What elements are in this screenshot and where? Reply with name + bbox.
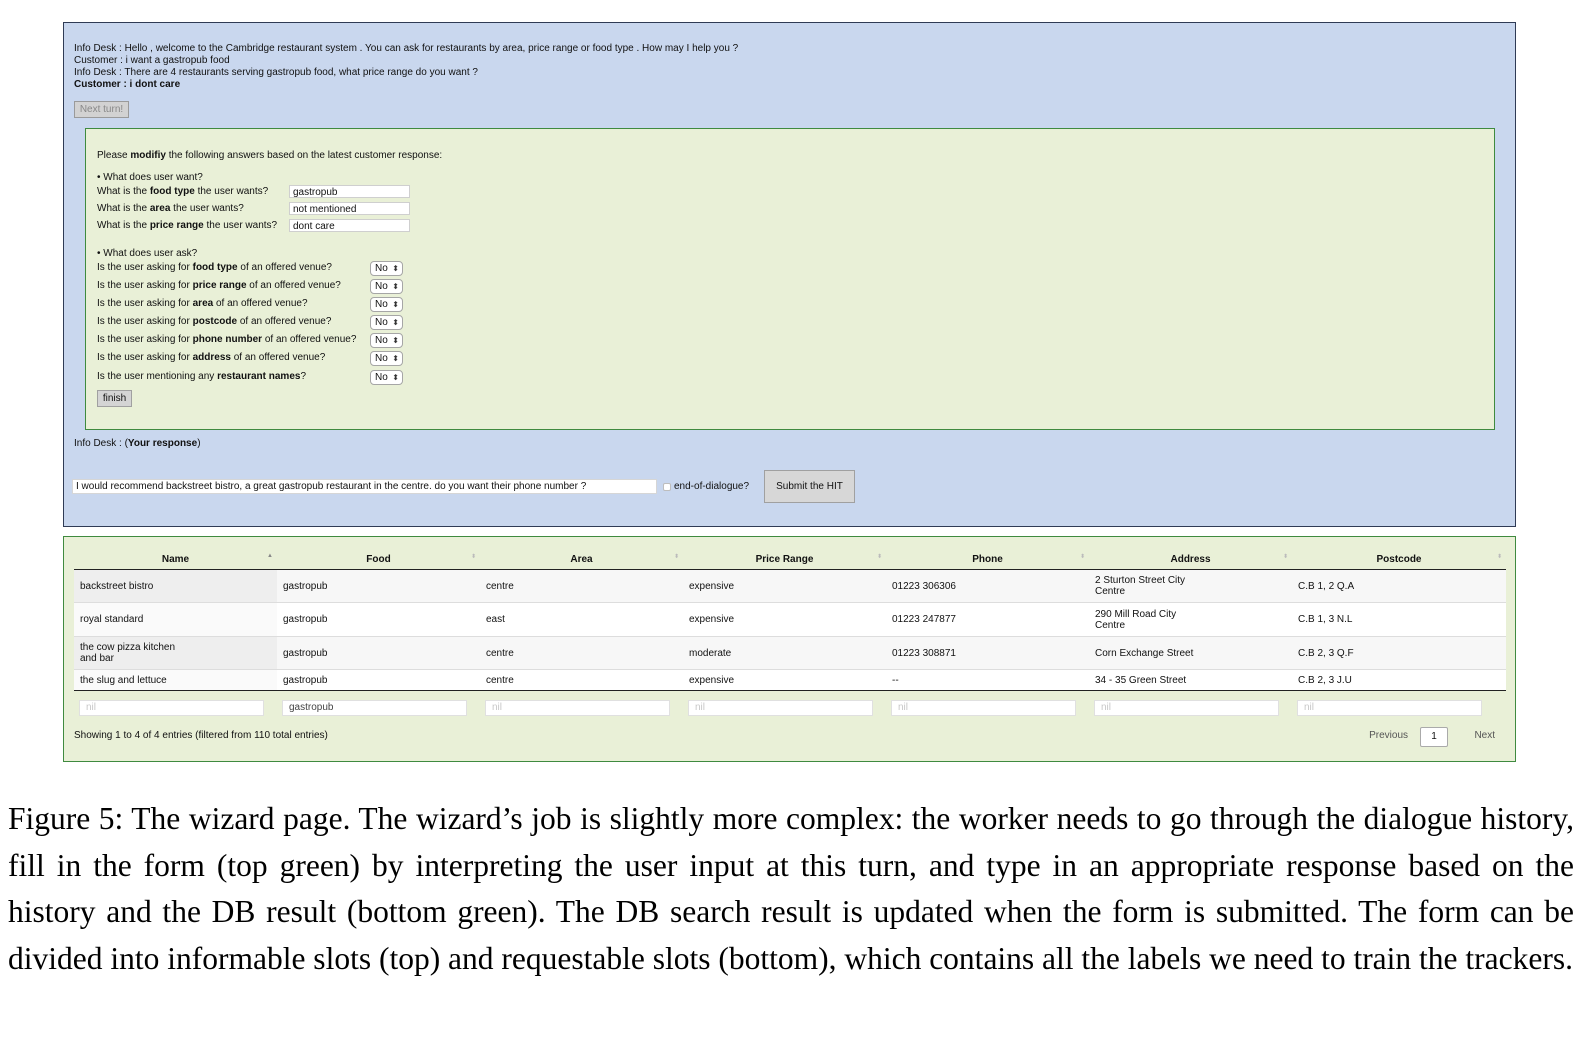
cell-area: east	[480, 603, 683, 637]
cell-price-range: moderate	[683, 637, 886, 670]
cell-name: the slug and lettuce	[74, 670, 277, 691]
table-header-row	[74, 549, 1506, 570]
cell-address: 290 Mill Road City Centre	[1089, 603, 1292, 637]
select-arrow-icon: ⬍	[392, 318, 399, 327]
filter-address-input[interactable]: nil	[1094, 700, 1279, 716]
cell-postcode: C.B 1, 2 Q.A	[1292, 570, 1506, 603]
cell-price-range: expensive	[683, 570, 886, 603]
sort-icon: ⬍	[1282, 554, 1288, 560]
table-row	[74, 570, 1506, 603]
sort-icon: ⬍	[470, 554, 476, 560]
cell-phone: 01223 306306	[886, 570, 1089, 603]
cell-area: centre	[480, 637, 683, 670]
filter-phone-input[interactable]: nil	[891, 700, 1076, 716]
ask-section-title: • What does user ask?	[97, 248, 198, 259]
column-header-postcode[interactable]: Postcode ⬍	[1292, 549, 1506, 570]
dialogue-turn: Info Desk : There are 4 restaurants serving gastropub food, what price range do you want ?	[74, 67, 478, 78]
cell-address: 34 - 35 Green Street	[1089, 670, 1292, 691]
select-arrow-icon: ⬍	[392, 336, 399, 345]
ask-phone-select[interactable]: No ⬍	[370, 333, 403, 348]
price-range-input[interactable]: dont care	[289, 219, 410, 232]
want-section-title: • What does user want?	[97, 172, 203, 183]
ask-food-type-select[interactable]: No ⬍	[370, 261, 403, 276]
cell-food: gastropub	[277, 637, 480, 670]
page-1-button[interactable]: 1	[1420, 727, 1448, 747]
table-info: Showing 1 to 4 of 4 entries (filtered from 110 total entries)	[74, 730, 328, 741]
cell-address: 2 Sturton Street City Centre	[1089, 570, 1292, 603]
dialogue-turn: Info Desk : Hello , welcome to the Cambridge restaurant system . You can ask for restaurants by area, price range or food type . How may I help you ?	[74, 43, 739, 54]
figure-caption: Figure 5: The wizard page. The wizard’s job is slightly more complex: the worker needs to go through the dialogue history, fill in the form (top green) by interpreting the user input at this turn, and type in an appropriate response based on the history and the DB result (bottom green). The DB search result is updated when the form is submitted. The form can be divided into informable slots (top) and requestable slots (bottom), which contains all the labels we need to train the trackers.	[8, 801, 1574, 976]
area-input[interactable]: not mentioned	[289, 202, 410, 215]
select-arrow-icon: ⬍	[392, 373, 399, 382]
select-arrow-icon: ⬍	[392, 354, 399, 363]
filter-food-input[interactable]: gastropub	[282, 700, 467, 716]
dialogue-turn: Customer : i want a gastropub food	[74, 55, 230, 66]
filter-area-input[interactable]: nil	[485, 700, 670, 716]
cell-name: royal standard	[74, 603, 277, 637]
cell-phone: 01223 308871	[886, 637, 1089, 670]
ask-postcode-select[interactable]: No ⬍	[370, 315, 403, 330]
column-header-address[interactable]: Address ⬍	[1089, 549, 1292, 570]
food-type-input[interactable]: gastropub	[289, 185, 410, 198]
sort-asc-icon: ▲	[267, 553, 273, 559]
restaurant-names-select[interactable]: No ⬍	[370, 370, 403, 385]
end-of-dialogue-checkbox[interactable]	[663, 483, 671, 491]
table-row	[74, 637, 1506, 670]
column-header-food[interactable]: Food ⬍	[277, 549, 480, 570]
ask-address-select[interactable]: No ⬍	[370, 351, 403, 366]
column-header-name[interactable]: Name ▲	[74, 549, 277, 570]
filter-price-range-input[interactable]: nil	[688, 700, 873, 716]
form-instruction: Please modifiy the following answers based on the latest customer response:	[97, 150, 443, 161]
response-label: Info Desk : (Your response)	[74, 438, 201, 449]
column-header-phone[interactable]: Phone ⬍	[886, 549, 1089, 570]
select-arrow-icon: ⬍	[392, 282, 399, 291]
cell-price-range: expensive	[683, 670, 886, 691]
finish-button[interactable]: finish	[97, 390, 132, 407]
ask-area-select[interactable]: No ⬍	[370, 297, 403, 312]
sort-icon: ⬍	[876, 554, 882, 560]
ask-price-range-select[interactable]: No ⬍	[370, 279, 403, 294]
db-result-table	[74, 549, 1506, 691]
dialogue-turn-current: Customer : i dont care	[74, 79, 181, 90]
cell-postcode: C.B 1, 3 N.L	[1292, 603, 1506, 637]
select-arrow-icon: ⬍	[392, 264, 399, 273]
column-header-price-range[interactable]: Price Range ⬍	[683, 549, 886, 570]
column-filters	[74, 700, 1506, 716]
table-row	[74, 603, 1506, 637]
cell-phone: --	[886, 670, 1089, 691]
submit-hit-button[interactable]: Submit the HIT	[764, 470, 855, 503]
filter-postcode-input[interactable]: nil	[1297, 700, 1482, 716]
cell-name: the cow pizza kitchen and bar	[74, 637, 277, 670]
belief-form: Please modifiy the following answers based on the latest customer response: • What does user want? What is the food type the user wants? gastropub What is the area the user wants? not mentioned What is the price range the user wants? dont care • What does user ask? Is the user asking for food type of an offered venue? No ⬍ Is the user asking for price range of an offered venue? No ⬍ Is the user asking for area of an offered venue? No ⬍ Is the user asking for postcode of an offered venue? No ⬍ Is the user asking for phone number of an offered venue? No ⬍ Is the user asking for address of an offered venue? No ⬍ Is the user mentioning any restaurant names? No ⬍ finish	[85, 128, 1495, 430]
previous-page-link[interactable]: Previous	[1369, 730, 1408, 741]
filter-name-input[interactable]: nil	[79, 700, 264, 716]
column-header-area[interactable]: Area ⬍	[480, 549, 683, 570]
next-turn-button[interactable]: Next turn!	[74, 101, 129, 118]
response-input[interactable]: I would recommend backstreet bistro, a great gastropub restaurant in the centre. do you want their phone number ?	[72, 479, 657, 494]
cell-address: Corn Exchange Street	[1089, 637, 1292, 670]
sort-icon: ⬍	[1079, 554, 1085, 560]
sort-icon: ⬍	[1496, 554, 1502, 560]
next-page-link[interactable]: Next	[1474, 730, 1495, 741]
cell-area: centre	[480, 570, 683, 603]
cell-area: centre	[480, 670, 683, 691]
table-row	[74, 670, 1506, 691]
cell-name: backstreet bistro	[74, 570, 277, 603]
cell-phone: 01223 247877	[886, 603, 1089, 637]
wizard-panel	[63, 22, 1516, 527]
cell-price-range: expensive	[683, 603, 886, 637]
cell-postcode: C.B 2, 3 Q.F	[1292, 637, 1506, 670]
end-of-dialogue-label: end-of-dialogue?	[674, 481, 750, 492]
dialogue-history	[74, 43, 738, 91]
cell-postcode: C.B 2, 3 J.U	[1292, 670, 1506, 691]
cell-food: gastropub	[277, 670, 480, 691]
select-arrow-icon: ⬍	[392, 300, 399, 309]
cell-food: gastropub	[277, 570, 480, 603]
sort-icon: ⬍	[673, 554, 679, 560]
cell-food: gastropub	[277, 603, 480, 637]
db-result-panel	[63, 536, 1516, 762]
